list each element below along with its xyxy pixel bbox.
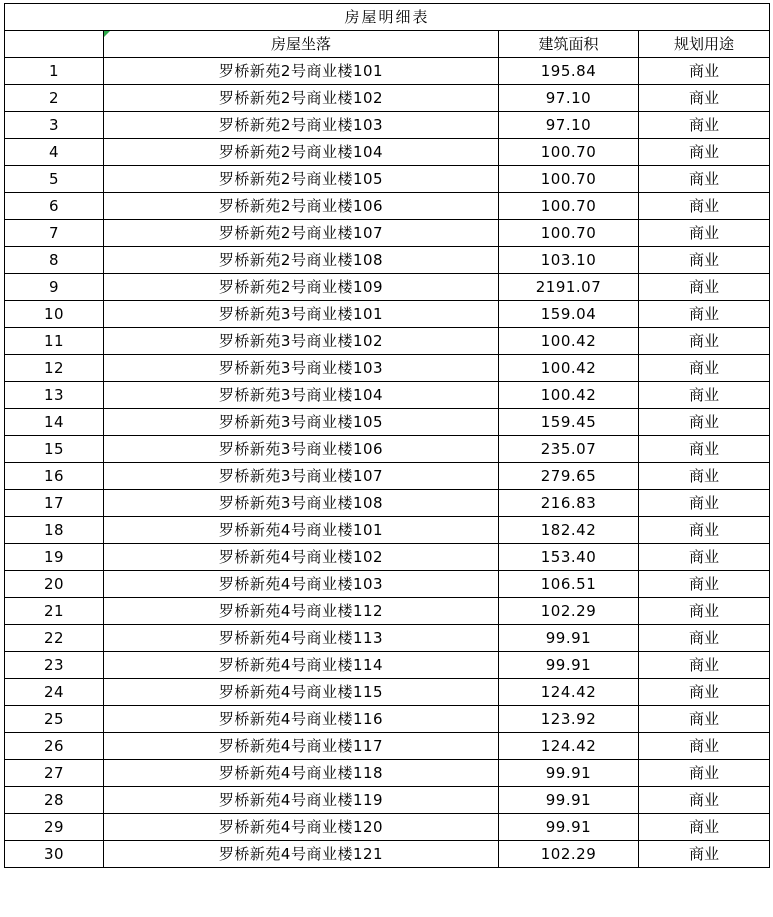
cell-area: 124.42 [499,733,639,760]
cell-usage: 商业 [639,382,770,409]
cell-usage: 商业 [639,598,770,625]
column-header-location: 房屋坐落 [104,31,499,58]
cell-area: 100.70 [499,220,639,247]
cell-area: 99.91 [499,787,639,814]
cell-index: 29 [5,814,104,841]
cell-location: 罗桥新苑3号商业楼107 [104,463,499,490]
cell-usage: 商业 [639,193,770,220]
table-row [5,409,770,436]
table-row [5,463,770,490]
column-header-usage: 规划用途 [639,31,770,58]
cell-area: 100.70 [499,139,639,166]
cell-usage: 商业 [639,733,770,760]
column-header-area: 建筑面积 [499,31,639,58]
cell-area: 102.29 [499,841,639,868]
table-row [5,112,770,139]
cell-location: 罗桥新苑2号商业楼109 [104,274,499,301]
table-row [5,598,770,625]
cell-index: 1 [5,58,104,85]
cell-location: 罗桥新苑4号商业楼117 [104,733,499,760]
cell-index: 6 [5,193,104,220]
cell-location: 罗桥新苑4号商业楼115 [104,679,499,706]
cell-area: 99.91 [499,814,639,841]
column-header-index [5,31,104,58]
cell-index: 25 [5,706,104,733]
cell-location: 罗桥新苑3号商业楼103 [104,355,499,382]
table-row [5,166,770,193]
cell-usage: 商业 [639,220,770,247]
cell-usage: 商业 [639,787,770,814]
cell-location: 罗桥新苑2号商业楼107 [104,220,499,247]
table-row [5,517,770,544]
title-row [5,4,770,31]
cell-area: 123.92 [499,706,639,733]
cell-area: 103.10 [499,247,639,274]
cell-usage: 商业 [639,247,770,274]
cell-area: 124.42 [499,679,639,706]
table-row [5,58,770,85]
cell-usage: 商业 [639,625,770,652]
cell-usage: 商业 [639,841,770,868]
table-row [5,247,770,274]
cell-area: 100.70 [499,193,639,220]
table-row [5,301,770,328]
cell-area: 159.45 [499,409,639,436]
cell-usage: 商业 [639,166,770,193]
cell-index: 23 [5,652,104,679]
cell-index: 24 [5,679,104,706]
cell-location: 罗桥新苑3号商业楼101 [104,301,499,328]
page-title: 房屋明细表 [5,4,770,31]
cell-location: 罗桥新苑3号商业楼108 [104,490,499,517]
cell-usage: 商业 [639,706,770,733]
cell-index: 27 [5,760,104,787]
cell-index: 13 [5,382,104,409]
cell-location: 罗桥新苑2号商业楼105 [104,166,499,193]
cell-index: 10 [5,301,104,328]
cell-area: 159.04 [499,301,639,328]
cell-index: 26 [5,733,104,760]
cell-usage: 商业 [639,274,770,301]
cell-area: 195.84 [499,58,639,85]
table-row [5,328,770,355]
cell-usage: 商业 [639,463,770,490]
table-row [5,733,770,760]
cell-index: 30 [5,841,104,868]
cell-index: 19 [5,544,104,571]
cell-area: 99.91 [499,760,639,787]
cell-location: 罗桥新苑4号商业楼120 [104,814,499,841]
cell-area: 279.65 [499,463,639,490]
cell-usage: 商业 [639,490,770,517]
cell-usage: 商业 [639,517,770,544]
cell-location: 罗桥新苑4号商业楼113 [104,625,499,652]
cell-location: 罗桥新苑2号商业楼106 [104,193,499,220]
cell-index: 18 [5,517,104,544]
cell-usage: 商业 [639,571,770,598]
header-row [5,31,770,58]
cell-index: 7 [5,220,104,247]
cell-usage: 商业 [639,679,770,706]
cell-area: 106.51 [499,571,639,598]
cell-usage: 商业 [639,355,770,382]
cell-usage: 商业 [639,436,770,463]
cell-usage: 商业 [639,544,770,571]
cell-usage: 商业 [639,652,770,679]
cell-area: 153.40 [499,544,639,571]
table-row [5,841,770,868]
cell-location: 罗桥新苑4号商业楼102 [104,544,499,571]
cell-location: 罗桥新苑3号商业楼105 [104,409,499,436]
cell-location: 罗桥新苑2号商业楼101 [104,58,499,85]
cell-usage: 商业 [639,409,770,436]
cell-index: 14 [5,409,104,436]
cell-area: 102.29 [499,598,639,625]
table-row [5,814,770,841]
cell-index: 21 [5,598,104,625]
cell-area: 100.42 [499,328,639,355]
cell-index: 5 [5,166,104,193]
cell-index: 11 [5,328,104,355]
cell-area: 100.42 [499,382,639,409]
cell-location: 罗桥新苑4号商业楼116 [104,706,499,733]
cell-index: 3 [5,112,104,139]
table-row [5,571,770,598]
table-row [5,679,770,706]
table-row [5,139,770,166]
cell-area: 99.91 [499,652,639,679]
table-row [5,652,770,679]
table-row [5,355,770,382]
cell-location: 罗桥新苑2号商业楼102 [104,85,499,112]
cell-index: 15 [5,436,104,463]
cell-location: 罗桥新苑4号商业楼101 [104,517,499,544]
cell-location: 罗桥新苑2号商业楼108 [104,247,499,274]
house-detail-table [4,3,770,868]
cell-index: 22 [5,625,104,652]
cell-area: 97.10 [499,85,639,112]
table-row [5,544,770,571]
cell-location: 罗桥新苑4号商业楼119 [104,787,499,814]
cell-location: 罗桥新苑2号商业楼104 [104,139,499,166]
cell-location: 罗桥新苑2号商业楼103 [104,112,499,139]
cell-location: 罗桥新苑4号商业楼118 [104,760,499,787]
table-row [5,382,770,409]
cell-area: 100.42 [499,355,639,382]
table-row [5,274,770,301]
cell-index: 17 [5,490,104,517]
cell-location: 罗桥新苑3号商业楼106 [104,436,499,463]
cell-usage: 商业 [639,328,770,355]
table-row [5,220,770,247]
cell-area: 99.91 [499,625,639,652]
cell-area: 182.42 [499,517,639,544]
cell-index: 28 [5,787,104,814]
table-row [5,490,770,517]
cell-location: 罗桥新苑4号商业楼121 [104,841,499,868]
cell-location: 罗桥新苑4号商业楼114 [104,652,499,679]
table-row [5,787,770,814]
table-row [5,85,770,112]
cell-index: 12 [5,355,104,382]
cell-index: 2 [5,85,104,112]
table-row [5,706,770,733]
cell-index: 16 [5,463,104,490]
table-body [5,4,770,868]
cell-index: 4 [5,139,104,166]
cell-area: 97.10 [499,112,639,139]
cell-usage: 商业 [639,760,770,787]
cell-usage: 商业 [639,85,770,112]
cell-index: 8 [5,247,104,274]
table-row [5,436,770,463]
cell-area: 216.83 [499,490,639,517]
cell-location: 罗桥新苑4号商业楼112 [104,598,499,625]
cell-location: 罗桥新苑3号商业楼104 [104,382,499,409]
cell-index: 9 [5,274,104,301]
table-row [5,625,770,652]
cell-usage: 商业 [639,112,770,139]
table-row [5,760,770,787]
cell-usage: 商业 [639,301,770,328]
cell-location: 罗桥新苑4号商业楼103 [104,571,499,598]
cell-usage: 商业 [639,139,770,166]
cell-usage: 商业 [639,814,770,841]
table-row [5,193,770,220]
cell-index: 20 [5,571,104,598]
cell-area: 235.07 [499,436,639,463]
cell-area: 100.70 [499,166,639,193]
cell-area: 2191.07 [499,274,639,301]
cell-usage: 商业 [639,58,770,85]
cell-location: 罗桥新苑3号商业楼102 [104,328,499,355]
